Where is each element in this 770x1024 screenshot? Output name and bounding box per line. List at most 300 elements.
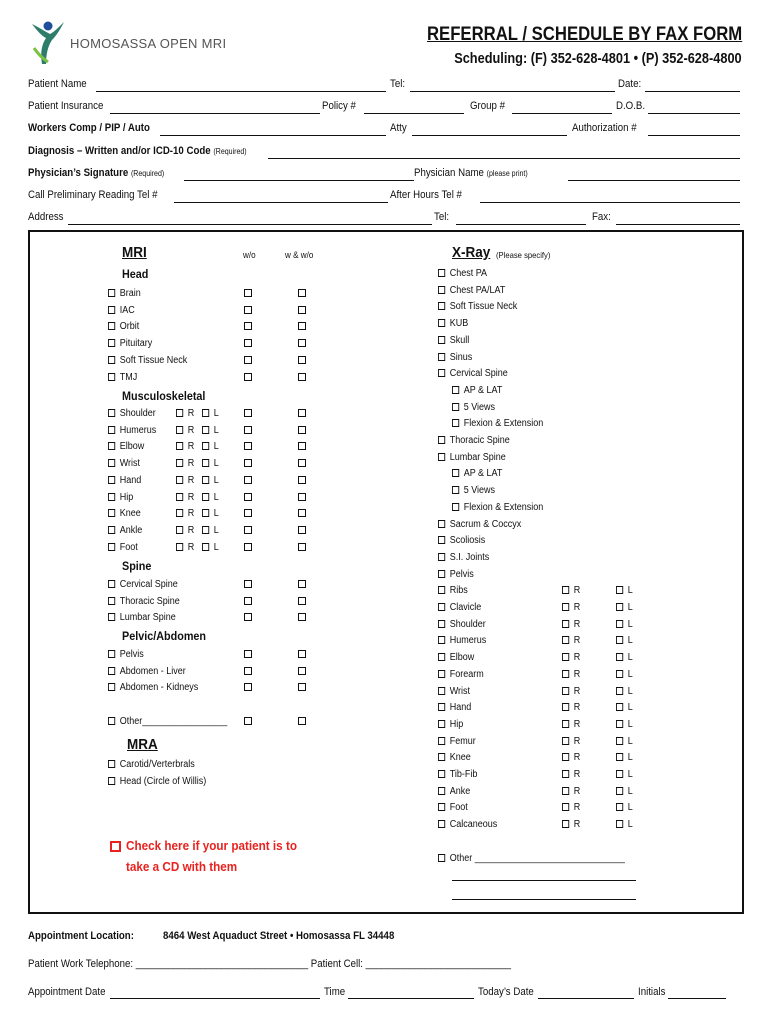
checkbox-icon[interactable] bbox=[438, 269, 445, 277]
mri-msk-option-shoulder[interactable] bbox=[108, 408, 156, 419]
mri-pelvic-wwo-checkbox[interactable] bbox=[298, 683, 306, 691]
mri-head-option-iac[interactable] bbox=[108, 305, 135, 316]
mri-msk-left-option[interactable] bbox=[202, 458, 219, 469]
mri-msk-option-ankle[interactable] bbox=[108, 525, 142, 536]
mri-head-label: TMJ bbox=[119, 371, 138, 383]
physician-signature-text: Physician’s Signature bbox=[28, 167, 129, 179]
checkbox-icon[interactable] bbox=[438, 770, 445, 778]
mri-msk-left-option[interactable] bbox=[202, 475, 219, 486]
checkbox-icon[interactable] bbox=[452, 403, 459, 411]
diagnosis-field[interactable] bbox=[268, 158, 740, 159]
prelim-tel-field[interactable] bbox=[174, 202, 388, 203]
time-field[interactable] bbox=[348, 998, 474, 999]
checkbox-icon[interactable] bbox=[438, 536, 445, 544]
xray-left-option[interactable] bbox=[616, 619, 633, 630]
checkbox-icon[interactable] bbox=[176, 442, 183, 450]
checkbox-icon[interactable] bbox=[202, 409, 209, 417]
checkbox-icon[interactable] bbox=[452, 503, 459, 511]
xray-right-option[interactable] bbox=[562, 619, 580, 630]
mri-other-wo-checkbox[interactable] bbox=[244, 717, 252, 725]
checkbox-icon[interactable] bbox=[108, 650, 115, 658]
xray-option-clavicle[interactable] bbox=[438, 602, 481, 613]
mri-msk-wo-checkbox[interactable] bbox=[244, 409, 252, 417]
checkbox-icon[interactable] bbox=[452, 386, 459, 394]
checkbox-icon[interactable] bbox=[438, 653, 445, 661]
mri-msk-wo-checkbox[interactable] bbox=[244, 459, 252, 467]
xray-right-option[interactable] bbox=[562, 802, 580, 813]
checkbox-icon[interactable] bbox=[438, 753, 445, 761]
checkbox-icon[interactable] bbox=[438, 636, 445, 644]
mri-head-wo-checkbox[interactable] bbox=[244, 289, 252, 297]
checkbox-icon[interactable] bbox=[108, 717, 115, 725]
mri-msk-left-option[interactable] bbox=[202, 441, 219, 452]
mri-msk-wo-checkbox[interactable] bbox=[244, 509, 252, 517]
checkbox-icon[interactable] bbox=[202, 526, 209, 534]
mri-pelvic-wo-checkbox[interactable] bbox=[244, 650, 252, 658]
xray-left-option[interactable] bbox=[616, 652, 633, 663]
xray-option-skull[interactable] bbox=[438, 335, 469, 346]
checkbox-icon[interactable] bbox=[452, 419, 459, 427]
mri-head-wo-checkbox[interactable] bbox=[244, 306, 252, 314]
checkbox-icon[interactable] bbox=[452, 469, 459, 477]
mri-msk-right-option[interactable] bbox=[176, 458, 194, 469]
xray-left-option[interactable] bbox=[616, 686, 633, 697]
checkbox-icon[interactable] bbox=[562, 787, 569, 795]
checkbox-icon[interactable] bbox=[108, 339, 115, 347]
checkbox-icon[interactable] bbox=[438, 720, 445, 728]
xray-left-option[interactable] bbox=[616, 702, 633, 713]
mri-spine-option-cervical-spine[interactable] bbox=[108, 579, 178, 590]
xray-other-line-2[interactable] bbox=[452, 880, 636, 881]
checkbox-icon[interactable] bbox=[202, 442, 209, 450]
checkbox-icon[interactable] bbox=[562, 586, 569, 594]
xray-left-option[interactable] bbox=[616, 602, 633, 613]
physician-name-field[interactable] bbox=[568, 180, 740, 181]
checkbox-icon[interactable] bbox=[108, 356, 115, 364]
mri-msk-title: Musculoskeletal bbox=[122, 389, 206, 403]
checkbox-icon[interactable] bbox=[176, 526, 183, 534]
mri-msk-right-option[interactable] bbox=[176, 508, 194, 519]
checkbox-icon[interactable] bbox=[108, 760, 115, 768]
todays-date-field[interactable] bbox=[538, 998, 634, 999]
checkbox-icon[interactable] bbox=[438, 520, 445, 528]
checkbox-icon[interactable] bbox=[202, 493, 209, 501]
date-field[interactable] bbox=[645, 91, 740, 92]
mri-spine-wo-checkbox[interactable] bbox=[244, 597, 252, 605]
checkbox-icon[interactable] bbox=[438, 670, 445, 678]
checkbox-icon[interactable] bbox=[438, 286, 445, 294]
checkbox-icon[interactable] bbox=[108, 493, 115, 501]
mri-spine-wwo-checkbox[interactable] bbox=[298, 613, 306, 621]
xray-option-shoulder[interactable] bbox=[438, 619, 486, 630]
xray-other-option[interactable] bbox=[438, 853, 625, 864]
xray-option-humerus[interactable] bbox=[438, 635, 486, 646]
patient-insurance-field[interactable] bbox=[110, 113, 320, 114]
xray-option-kub[interactable] bbox=[438, 318, 468, 329]
checkbox-icon[interactable] bbox=[438, 620, 445, 628]
xray-option-tib-fib[interactable] bbox=[438, 769, 477, 780]
mri-msk-left-option[interactable] bbox=[202, 542, 219, 553]
mri-msk-left-option[interactable] bbox=[202, 525, 219, 536]
mri-msk-wo-checkbox[interactable] bbox=[244, 493, 252, 501]
mri-msk-right-option[interactable] bbox=[176, 542, 194, 553]
xray-option-sacrum-coccyx[interactable] bbox=[438, 519, 521, 530]
mri-msk-wwo-checkbox[interactable] bbox=[298, 426, 306, 434]
xray-option-s-i-joints[interactable] bbox=[438, 552, 489, 563]
checkbox-icon[interactable] bbox=[438, 603, 445, 611]
mri-head-option-orbit[interactable] bbox=[108, 321, 139, 332]
checkbox-icon[interactable] bbox=[438, 737, 445, 745]
mri-spine-wo-checkbox[interactable] bbox=[244, 580, 252, 588]
xray-left-option[interactable] bbox=[616, 802, 633, 813]
mri-msk-option-foot[interactable] bbox=[108, 542, 138, 553]
xray-label: Elbow bbox=[449, 652, 475, 664]
xray-left-option[interactable] bbox=[616, 635, 633, 646]
xray-right-option[interactable] bbox=[562, 669, 580, 680]
checkbox-icon[interactable] bbox=[438, 803, 445, 811]
checkbox-icon[interactable] bbox=[176, 459, 183, 467]
checkbox-icon[interactable] bbox=[562, 820, 569, 828]
atty-field[interactable] bbox=[412, 135, 567, 136]
xray-right-option[interactable] bbox=[562, 736, 580, 747]
checkbox-icon[interactable] bbox=[108, 373, 115, 381]
mri-pelvic-wo-checkbox[interactable] bbox=[244, 683, 252, 691]
xray-right-option[interactable] bbox=[562, 702, 580, 713]
mri-msk-wo-checkbox[interactable] bbox=[244, 543, 252, 551]
checkbox-icon[interactable] bbox=[438, 820, 445, 828]
checkbox-icon[interactable] bbox=[616, 703, 623, 711]
mri-msk-right-option[interactable] bbox=[176, 492, 194, 503]
xray-option-femur[interactable] bbox=[438, 736, 476, 747]
xray-cervical-label: 5 Views bbox=[463, 401, 496, 413]
tel2-field[interactable] bbox=[456, 224, 586, 225]
mri-head-wo-checkbox[interactable] bbox=[244, 322, 252, 330]
mri-head-wwo-checkbox[interactable] bbox=[298, 339, 306, 347]
xray-option-chest-pa-lat[interactable] bbox=[438, 285, 505, 296]
checkbox-icon[interactable] bbox=[202, 426, 209, 434]
policy-field[interactable] bbox=[364, 113, 464, 114]
checkbox-icon[interactable] bbox=[438, 687, 445, 695]
xray-right-option[interactable] bbox=[562, 585, 580, 596]
checkbox-icon[interactable] bbox=[562, 603, 569, 611]
tel-field[interactable] bbox=[410, 91, 615, 92]
xray-left-option[interactable] bbox=[616, 769, 633, 780]
checkbox-icon[interactable] bbox=[438, 453, 445, 461]
initials-field[interactable] bbox=[668, 998, 726, 999]
checkbox-icon[interactable] bbox=[438, 787, 445, 795]
scheduling-numbers: Scheduling: (F) 352-628-4801 • (P) 352-628-4800 bbox=[454, 51, 742, 67]
checkbox-icon[interactable] bbox=[562, 620, 569, 628]
checkbox-icon[interactable] bbox=[202, 509, 209, 517]
xray-left-option[interactable] bbox=[616, 819, 633, 830]
left-label: L bbox=[627, 718, 633, 730]
xray-option-scoliosis[interactable] bbox=[438, 535, 485, 546]
xray-option-calcaneous[interactable] bbox=[438, 819, 497, 830]
xray-label: Femur bbox=[449, 735, 476, 747]
xray-right-option[interactable] bbox=[562, 635, 580, 646]
xray-left-option[interactable] bbox=[616, 736, 633, 747]
xray-label: Forearm bbox=[449, 668, 484, 680]
mri-msk-option-hand[interactable] bbox=[108, 475, 141, 486]
xray-option-cervical-spine[interactable] bbox=[438, 368, 508, 379]
checkbox-icon[interactable] bbox=[176, 543, 183, 551]
mri-msk-wo-checkbox[interactable] bbox=[244, 442, 252, 450]
checkbox-icon[interactable] bbox=[438, 570, 445, 578]
xray-option-knee[interactable] bbox=[438, 752, 471, 763]
checkbox-icon[interactable] bbox=[108, 613, 115, 621]
checkbox-icon[interactable] bbox=[108, 597, 115, 605]
mri-msk-option-elbow[interactable] bbox=[108, 441, 144, 452]
checkbox-icon[interactable] bbox=[202, 459, 209, 467]
mri-msk-right-option[interactable] bbox=[176, 525, 194, 536]
mri-pelvic-wo-checkbox[interactable] bbox=[244, 667, 252, 675]
left-label: L bbox=[627, 702, 633, 714]
checkbox-icon[interactable] bbox=[202, 543, 209, 551]
mri-msk-left-option[interactable] bbox=[202, 492, 219, 503]
xray-left-option[interactable] bbox=[616, 752, 633, 763]
mri-pelvic-option-abdomen-liver[interactable] bbox=[108, 666, 186, 677]
mri-head-option-tmj[interactable] bbox=[108, 372, 137, 383]
checkbox-icon[interactable] bbox=[108, 306, 115, 314]
checkbox-icon[interactable] bbox=[562, 720, 569, 728]
left-label: L bbox=[627, 585, 633, 597]
checkbox-icon[interactable] bbox=[616, 770, 623, 778]
checkbox-icon[interactable] bbox=[176, 476, 183, 484]
xray-option-hand[interactable] bbox=[438, 702, 471, 713]
mri-msk-wwo-checkbox[interactable] bbox=[298, 409, 306, 417]
checkbox-icon[interactable] bbox=[438, 302, 445, 310]
checkbox-icon[interactable] bbox=[108, 683, 115, 691]
address-field[interactable] bbox=[68, 224, 432, 225]
mri-head-wwo-checkbox[interactable] bbox=[298, 306, 306, 314]
checkbox-icon[interactable] bbox=[562, 687, 569, 695]
mra-option-head-circle-of-willis[interactable] bbox=[108, 776, 206, 787]
mri-msk-option-humerus[interactable] bbox=[108, 425, 156, 436]
checkbox-icon[interactable] bbox=[176, 426, 183, 434]
checkbox-icon[interactable] bbox=[108, 459, 115, 467]
mri-msk-left-option[interactable] bbox=[202, 508, 219, 519]
checkbox-icon[interactable] bbox=[616, 737, 623, 745]
mri-pelvic-wwo-checkbox[interactable] bbox=[298, 650, 306, 658]
xray-right-option[interactable] bbox=[562, 752, 580, 763]
xray-option-ribs[interactable] bbox=[438, 585, 468, 596]
mri-msk-left-option[interactable] bbox=[202, 425, 219, 436]
mra-label: Head (Circle of Willis) bbox=[119, 775, 207, 787]
xray-cervical-option-5-views[interactable] bbox=[452, 402, 495, 413]
mri-head-option-pituitary[interactable] bbox=[108, 338, 152, 349]
mri-msk-wwo-checkbox[interactable] bbox=[298, 459, 306, 467]
xray-option-lumbar-spine[interactable] bbox=[438, 452, 506, 463]
checkbox-icon[interactable] bbox=[616, 603, 623, 611]
checkbox-icon[interactable] bbox=[108, 777, 115, 785]
mri-head-wo-checkbox[interactable] bbox=[244, 339, 252, 347]
xray-lumbar-option-ap-lat[interactable] bbox=[452, 468, 502, 479]
checkbox-icon[interactable] bbox=[108, 580, 115, 588]
checkbox-icon[interactable] bbox=[562, 653, 569, 661]
mri-head-wo-checkbox[interactable] bbox=[244, 356, 252, 364]
checkbox-icon[interactable] bbox=[108, 322, 115, 330]
fax-field[interactable] bbox=[616, 224, 740, 225]
mri-msk-left-option[interactable] bbox=[202, 408, 219, 419]
xray-cervical-option-flexion-extension[interactable] bbox=[452, 418, 543, 429]
mri-head-wwo-checkbox[interactable] bbox=[298, 289, 306, 297]
xray-option-chest-pa[interactable] bbox=[438, 268, 487, 279]
mri-msk-wo-checkbox[interactable] bbox=[244, 526, 252, 534]
checkbox-icon[interactable] bbox=[562, 636, 569, 644]
checkbox-icon[interactable] bbox=[616, 620, 623, 628]
mri-pelvic-wwo-checkbox[interactable] bbox=[298, 667, 306, 675]
mri-msk-wo-checkbox[interactable] bbox=[244, 476, 252, 484]
mri-head-wo-checkbox[interactable] bbox=[244, 373, 252, 381]
xray-right-option[interactable] bbox=[562, 769, 580, 780]
xray-option-wrist[interactable] bbox=[438, 686, 470, 697]
xray-option-hip[interactable] bbox=[438, 719, 463, 730]
mri-head-option-brain[interactable] bbox=[108, 288, 141, 299]
form-title: REFERRAL / SCHEDULE BY FAX FORM bbox=[426, 24, 742, 45]
checkbox-icon[interactable] bbox=[616, 720, 623, 728]
checkbox-icon[interactable] bbox=[438, 586, 445, 594]
checkbox-icon[interactable] bbox=[108, 442, 115, 450]
checkbox-icon[interactable] bbox=[176, 509, 183, 517]
mri-msk-wwo-checkbox[interactable] bbox=[298, 493, 306, 501]
xray-right-option[interactable] bbox=[562, 819, 580, 830]
checkbox-icon[interactable] bbox=[438, 369, 445, 377]
mri-msk-wwo-checkbox[interactable] bbox=[298, 509, 306, 517]
xray-left-option[interactable] bbox=[616, 669, 633, 680]
checkbox-icon[interactable] bbox=[108, 476, 115, 484]
mri-other-wwo-checkbox[interactable] bbox=[298, 717, 306, 725]
mri-spine-option-lumbar-spine[interactable] bbox=[108, 612, 176, 623]
after-hours-field[interactable] bbox=[480, 202, 740, 203]
mri-spine-wo-checkbox[interactable] bbox=[244, 613, 252, 621]
mri-msk-option-wrist[interactable] bbox=[108, 458, 140, 469]
mri-msk-wwo-checkbox[interactable] bbox=[298, 526, 306, 534]
mri-other-option[interactable] bbox=[108, 716, 227, 727]
checkbox-icon[interactable] bbox=[616, 586, 623, 594]
checkbox-icon[interactable] bbox=[176, 493, 183, 501]
checkbox-icon[interactable] bbox=[438, 336, 445, 344]
checkbox-icon[interactable] bbox=[616, 653, 623, 661]
mri-msk-option-hip[interactable] bbox=[108, 492, 133, 503]
checkbox-icon[interactable] bbox=[452, 486, 459, 494]
mri-msk-wwo-checkbox[interactable] bbox=[298, 476, 306, 484]
mri-msk-right-option[interactable] bbox=[176, 425, 194, 436]
mri-pelvic-option-pelvis[interactable] bbox=[108, 649, 144, 660]
appointment-date-field[interactable] bbox=[110, 998, 320, 999]
cd-checkbox[interactable] bbox=[110, 841, 121, 852]
xray-left-option[interactable] bbox=[616, 585, 633, 596]
checkbox-icon[interactable] bbox=[108, 509, 115, 517]
checkbox-icon[interactable] bbox=[616, 803, 623, 811]
mri-head-wwo-checkbox[interactable] bbox=[298, 356, 306, 364]
checkbox-icon[interactable] bbox=[562, 737, 569, 745]
xray-label: Cervical Spine bbox=[449, 368, 508, 380]
checkbox-icon[interactable] bbox=[108, 289, 115, 297]
mri-spine-wwo-checkbox[interactable] bbox=[298, 580, 306, 588]
mra-option-carotid-verterbrals[interactable] bbox=[108, 759, 195, 770]
checkbox-icon[interactable] bbox=[438, 703, 445, 711]
xray-right-option[interactable] bbox=[562, 719, 580, 730]
xray-option-soft-tissue-neck[interactable] bbox=[438, 301, 517, 312]
mri-msk-right-option[interactable] bbox=[176, 441, 194, 452]
mri-spine-option-thoracic-spine[interactable] bbox=[108, 596, 180, 607]
xray-option-elbow[interactable] bbox=[438, 652, 474, 663]
mri-msk-right-option[interactable] bbox=[176, 475, 194, 486]
mri-msk-wwo-checkbox[interactable] bbox=[298, 543, 306, 551]
checkbox-icon[interactable] bbox=[562, 670, 569, 678]
xray-option-pelvis[interactable] bbox=[438, 569, 474, 580]
checkbox-icon[interactable] bbox=[562, 703, 569, 711]
mri-msk-wo-checkbox[interactable] bbox=[244, 426, 252, 434]
checkbox-icon[interactable] bbox=[438, 319, 445, 327]
checkbox-icon[interactable] bbox=[108, 667, 115, 675]
xray-right-option[interactable] bbox=[562, 652, 580, 663]
checkbox-icon[interactable] bbox=[616, 687, 623, 695]
dob-field[interactable] bbox=[648, 113, 740, 114]
authorization-field[interactable] bbox=[648, 135, 740, 136]
xray-right-option[interactable] bbox=[562, 686, 580, 697]
mri-msk-option-knee[interactable] bbox=[108, 508, 141, 519]
mri-msk-right-option[interactable] bbox=[176, 408, 194, 419]
mri-spine-wwo-checkbox[interactable] bbox=[298, 597, 306, 605]
checkbox-icon[interactable] bbox=[176, 409, 183, 417]
checkbox-icon[interactable] bbox=[562, 770, 569, 778]
xray-cervical-option-ap-lat[interactable] bbox=[452, 385, 502, 396]
checkbox-icon[interactable] bbox=[562, 753, 569, 761]
checkbox-icon[interactable] bbox=[438, 553, 445, 561]
mri-head-option-soft-tissue-neck[interactable] bbox=[108, 355, 187, 366]
mri-head-wwo-checkbox[interactable] bbox=[298, 322, 306, 330]
xray-right-option[interactable] bbox=[562, 602, 580, 613]
checkbox-icon[interactable] bbox=[108, 543, 115, 551]
xray-option-forearm[interactable] bbox=[438, 669, 484, 680]
checkbox-icon[interactable] bbox=[616, 820, 623, 828]
xray-other-line-3[interactable] bbox=[452, 899, 636, 900]
workers-comp-field[interactable] bbox=[160, 135, 386, 136]
group-field[interactable] bbox=[512, 113, 612, 114]
xray-option-anke[interactable] bbox=[438, 786, 470, 797]
checkbox-icon[interactable] bbox=[616, 636, 623, 644]
mri-head-wwo-checkbox[interactable] bbox=[298, 373, 306, 381]
xray-left-option[interactable] bbox=[616, 719, 633, 730]
xray-lumbar-option-flexion-extension[interactable] bbox=[452, 502, 543, 513]
checkbox-icon[interactable] bbox=[616, 670, 623, 678]
checkbox-icon[interactable] bbox=[562, 803, 569, 811]
xray-option-foot[interactable] bbox=[438, 802, 468, 813]
xray-right-option[interactable] bbox=[562, 786, 580, 797]
checkbox-icon[interactable] bbox=[438, 854, 445, 862]
checkbox-icon[interactable] bbox=[108, 526, 115, 534]
checkbox-icon[interactable] bbox=[616, 753, 623, 761]
mri-spine-title: Spine bbox=[122, 559, 152, 573]
xray-option-sinus[interactable] bbox=[438, 352, 472, 363]
mri-msk-wwo-checkbox[interactable] bbox=[298, 442, 306, 450]
checkbox-icon[interactable] bbox=[202, 476, 209, 484]
left-label: L bbox=[213, 491, 219, 503]
checkbox-icon[interactable] bbox=[616, 787, 623, 795]
xray-title: X-Ray bbox=[452, 244, 491, 261]
xray-left-option[interactable] bbox=[616, 786, 633, 797]
patient-name-field[interactable] bbox=[96, 91, 386, 92]
mri-pelvic-option-abdomen-kidneys[interactable] bbox=[108, 682, 198, 693]
checkbox-icon[interactable] bbox=[438, 353, 445, 361]
xray-option-thoracic-spine[interactable] bbox=[438, 435, 510, 446]
checkbox-icon[interactable] bbox=[438, 436, 445, 444]
xray-lumbar-option-5-views[interactable] bbox=[452, 485, 495, 496]
physician-signature-field[interactable] bbox=[184, 180, 414, 181]
checkbox-icon[interactable] bbox=[108, 409, 115, 417]
checkbox-icon[interactable] bbox=[108, 426, 115, 434]
